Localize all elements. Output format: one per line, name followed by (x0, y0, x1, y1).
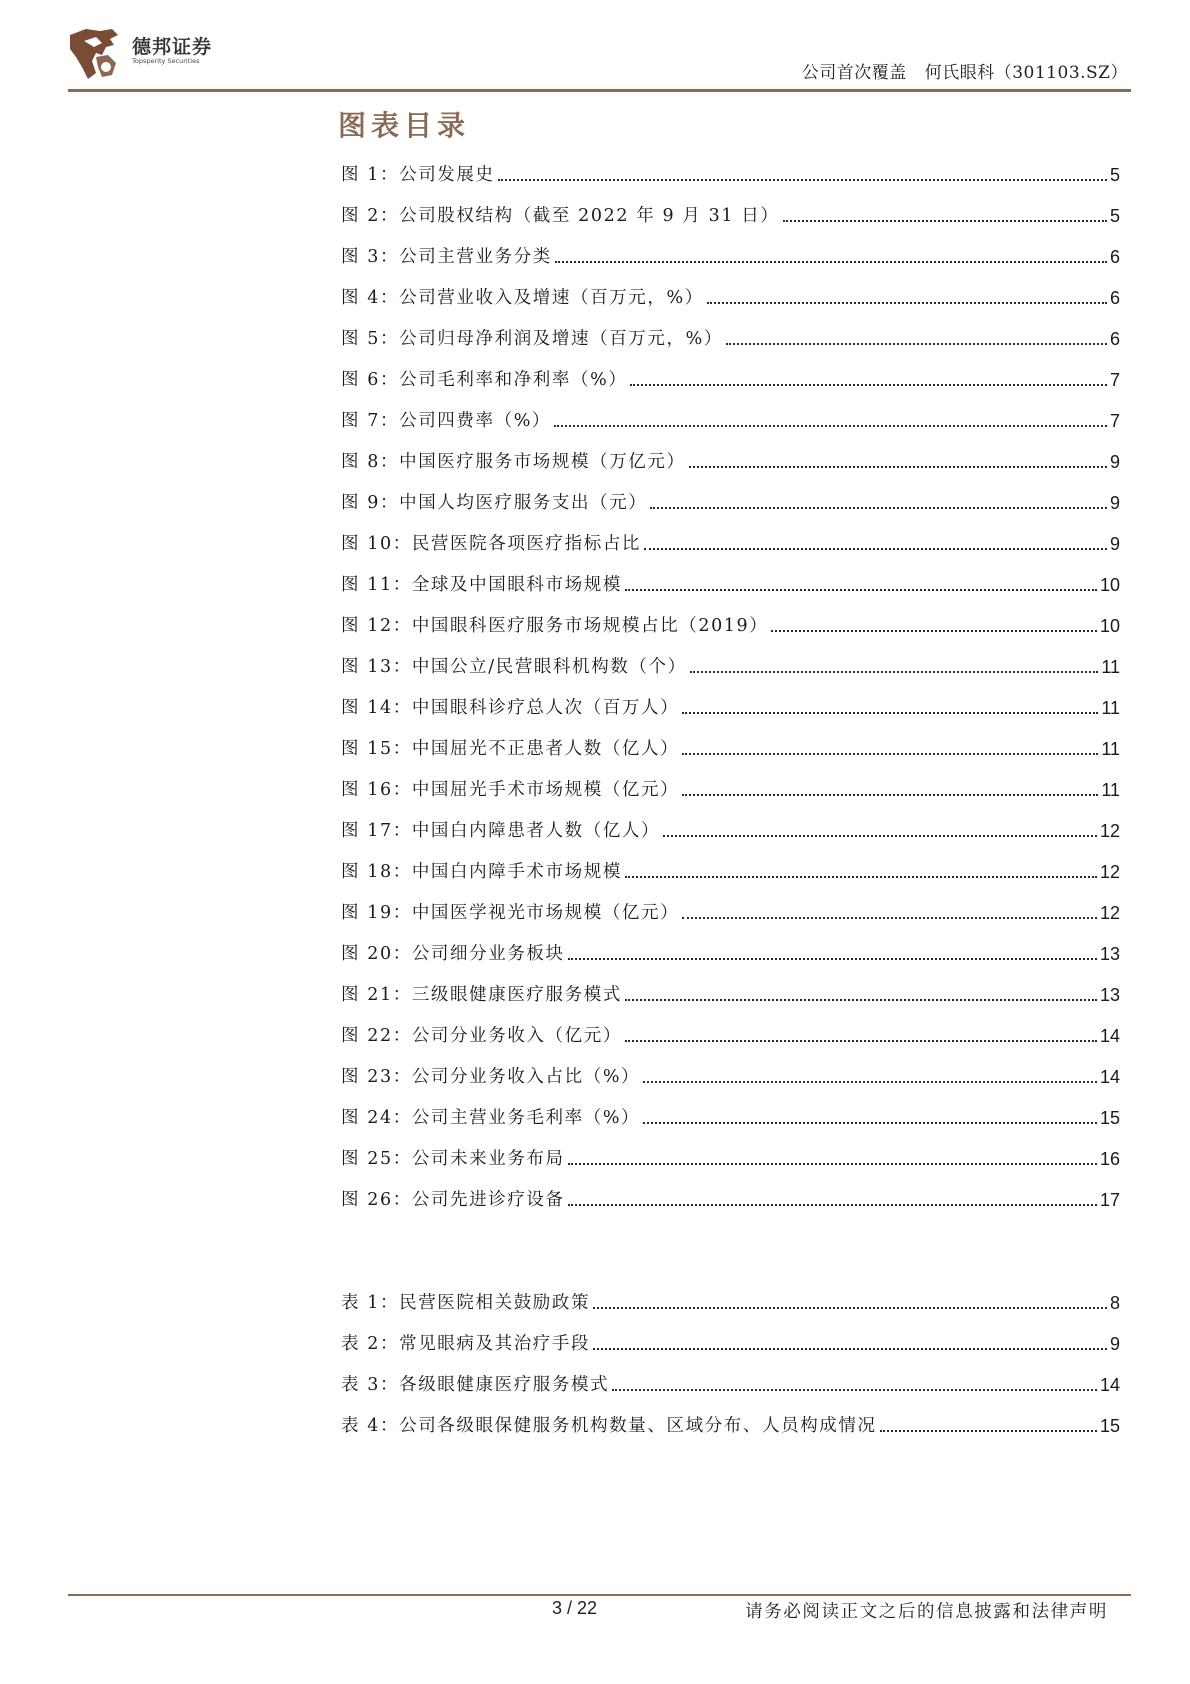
toc-entry[interactable] (341, 1023, 1120, 1049)
toc-entry-label: 图 18：中国白内障手术市场规模 (341, 862, 622, 882)
dot-leader (783, 220, 1107, 222)
toc-entry-page: 13 (1099, 944, 1120, 964)
dot-leader (682, 794, 1098, 796)
toc-entry-page: 11 (1101, 657, 1120, 677)
toc-entry-page: 6 (1109, 329, 1120, 349)
dot-leader (663, 835, 1097, 837)
toc-entry-page: 12 (1099, 862, 1120, 882)
dot-leader (555, 261, 1107, 263)
toc-entry[interactable] (341, 1413, 1120, 1439)
disclaimer-note: 请务必阅读正文之后的信息披露和法律声明 (745, 1602, 1108, 1622)
dot-leader (625, 999, 1097, 1001)
toc-entry[interactable] (341, 531, 1120, 557)
toc-entry-label: 图 13：中国公立/民营眼科机构数（个） (341, 657, 687, 677)
toc-entry[interactable] (341, 1105, 1120, 1131)
toc-entry-page: 14 (1099, 1375, 1120, 1395)
company-logo (66, 27, 226, 81)
toc-entry-label: 图 4：公司营业收入及增速（百万元，%） (341, 288, 704, 308)
dot-leader (643, 1081, 1097, 1083)
company-name: 何氏眼科（301103.SZ） (924, 63, 1128, 83)
toc-entry-label: 图 3：公司主营业务分类 (341, 247, 552, 267)
dot-leader (625, 1040, 1097, 1042)
header-divider (68, 89, 1131, 92)
toc-entry[interactable] (341, 941, 1120, 967)
toc-entry[interactable] (341, 1187, 1120, 1213)
toc-entry-label: 图 12：中国眼科医疗服务市场规模占比（2019） (341, 616, 769, 636)
toc-entry[interactable] (341, 818, 1120, 844)
toc-title: 图表目录 (338, 109, 471, 142)
toc-entry[interactable] (341, 859, 1120, 885)
dot-leader (568, 958, 1097, 960)
dot-leader (625, 876, 1097, 878)
toc-entry[interactable] (341, 736, 1120, 762)
toc-entry-label: 图 14：中国眼科诊疗总人次（百万人） (341, 698, 680, 718)
toc-entry-page: 13 (1099, 985, 1120, 1005)
dot-leader (880, 1430, 1097, 1432)
toc-entry[interactable] (341, 490, 1120, 516)
toc-entry-page: 14 (1099, 1026, 1120, 1046)
report-type: 公司首次覆盖 (801, 63, 907, 83)
toc-entry-label: 图 10：民营医院各项医疗指标占比 (341, 534, 642, 554)
toc-entry[interactable] (341, 613, 1120, 639)
dot-leader (690, 671, 1099, 673)
toc-entry-page: 5 (1109, 165, 1120, 185)
toc-entry-label: 图 19：中国医学视光市场规模（亿元） (341, 903, 680, 923)
toc-entry-label: 图 23：公司分业务收入占比（%） (341, 1067, 641, 1087)
dot-leader (689, 466, 1107, 468)
toc-entry-label: 图 15：中国屈光不正患者人数（亿人） (341, 739, 680, 759)
logo-mark-icon (66, 27, 122, 81)
brand-name-cn: 德邦证券 (132, 36, 213, 58)
dot-leader (630, 384, 1107, 386)
dot-leader (682, 712, 1098, 714)
toc-entry-page: 9 (1109, 534, 1120, 554)
dot-leader (643, 1122, 1097, 1124)
toc-entry[interactable] (341, 777, 1120, 803)
toc-entry-label: 表 4：公司各级眼保健服务机构数量、区域分布、人员构成情况 (341, 1416, 877, 1436)
toc-entry-label: 图 7：公司四费率（%） (341, 411, 552, 431)
toc-entry-page: 5 (1109, 206, 1120, 226)
toc-entry[interactable] (341, 654, 1120, 680)
toc-entry-label: 图 6：公司毛利率和净利率（%） (341, 370, 628, 390)
dot-leader (593, 1307, 1107, 1309)
toc-entry-page: 7 (1109, 370, 1120, 390)
dot-leader (726, 343, 1107, 345)
toc-entry-page: 14 (1099, 1067, 1120, 1087)
toc-entry-label: 图 8：中国医疗服务市场规模（万亿元） (341, 452, 686, 472)
toc-entry-page: 9 (1109, 493, 1120, 513)
dot-leader (593, 1348, 1107, 1350)
toc-entry-page: 6 (1109, 247, 1120, 267)
dot-leader (644, 548, 1107, 550)
dot-leader (554, 425, 1107, 427)
report-header (802, 58, 1128, 83)
toc-entry[interactable] (341, 449, 1120, 475)
toc-entry[interactable] (341, 285, 1120, 311)
toc-entry[interactable] (341, 367, 1120, 393)
toc-entry-page: 10 (1099, 575, 1120, 595)
toc-entry-label: 图 9：中国人均医疗服务支出（元） (341, 493, 648, 513)
toc-entry-page: 16 (1099, 1149, 1120, 1169)
toc-entry-label: 图 2：公司股权结构（截至 2022 年 9 月 31 日） (341, 206, 780, 226)
toc-entry-label: 图 20：公司细分业务板块 (341, 944, 565, 964)
toc-entry-label: 图 17：中国白内障患者人数（亿人） (341, 821, 661, 841)
dot-leader (682, 917, 1097, 919)
toc-entry-label: 表 3：各级眼健康医疗服务模式 (341, 1375, 610, 1395)
toc-entry-label: 图 26：公司先进诊疗设备 (341, 1190, 565, 1210)
toc-entry-page: 12 (1099, 903, 1120, 923)
dot-leader (568, 1163, 1097, 1165)
toc-entry-page: 11 (1101, 698, 1120, 718)
toc-entry[interactable] (341, 572, 1120, 598)
dot-leader (498, 179, 1107, 181)
toc-entry-page: 8 (1109, 1293, 1120, 1313)
toc-entry-page: 11 (1101, 780, 1120, 800)
toc-entry[interactable] (341, 982, 1120, 1008)
dot-leader (707, 302, 1107, 304)
dot-leader (771, 630, 1097, 632)
dot-leader (568, 1204, 1097, 1206)
toc-entry-page: 15 (1099, 1416, 1120, 1436)
toc-entry-label: 图 24：公司主营业务毛利率（%） (341, 1108, 641, 1128)
toc-entry-page: 10 (1099, 616, 1120, 636)
toc-entry-page: 12 (1099, 821, 1120, 841)
toc-entry[interactable] (341, 244, 1120, 270)
toc-entry-label: 表 1：民营医院相关鼓励政策 (341, 1293, 591, 1313)
toc-entry[interactable] (341, 1290, 1120, 1316)
toc-entry[interactable] (341, 326, 1120, 352)
toc-entry-page: 17 (1099, 1190, 1120, 1210)
toc-entry-page: 11 (1101, 739, 1120, 759)
footer-divider (68, 1594, 1131, 1596)
toc-entry[interactable] (341, 162, 1120, 188)
toc-entry-label: 表 2：常见眼病及其治疗手段 (341, 1334, 591, 1354)
toc-entry-label: 图 16：中国屈光手术市场规模（亿元） (341, 780, 680, 800)
toc-entry-page: 9 (1109, 452, 1120, 472)
toc-entry[interactable] (341, 1064, 1120, 1090)
toc-entry-label: 图 1：公司发展史 (341, 165, 495, 185)
toc-entry-label: 图 5：公司归母净利润及增速（百万元，%） (341, 329, 723, 349)
toc-entry[interactable] (341, 695, 1120, 721)
toc-entry[interactable] (341, 408, 1120, 434)
toc-entry-page: 7 (1109, 411, 1120, 431)
toc-entry[interactable] (341, 203, 1120, 229)
dot-leader (650, 507, 1107, 509)
toc-entry-label: 图 25：公司未来业务布局 (341, 1149, 565, 1169)
dot-leader (625, 589, 1097, 591)
toc-entry-page: 15 (1099, 1108, 1120, 1128)
toc-entry-page: 6 (1109, 288, 1120, 308)
brand-name-en: Topsperity Securities (132, 57, 200, 65)
page-indicator: 3 / 22 (552, 1598, 598, 1618)
dot-leader (682, 753, 1098, 755)
toc-entry[interactable] (341, 1146, 1120, 1172)
toc-entry-page: 9 (1109, 1334, 1120, 1354)
toc-entry-label: 图 11：全球及中国眼科市场规模 (341, 575, 622, 595)
toc-entry-label: 图 22：公司分业务收入（亿元） (341, 1026, 622, 1046)
toc-entry[interactable] (341, 1331, 1120, 1357)
toc-entry-label: 图 21：三级眼健康医疗服务模式 (341, 985, 622, 1005)
toc-entry[interactable] (341, 1372, 1120, 1398)
dot-leader (612, 1389, 1097, 1391)
toc-entry[interactable] (341, 900, 1120, 926)
